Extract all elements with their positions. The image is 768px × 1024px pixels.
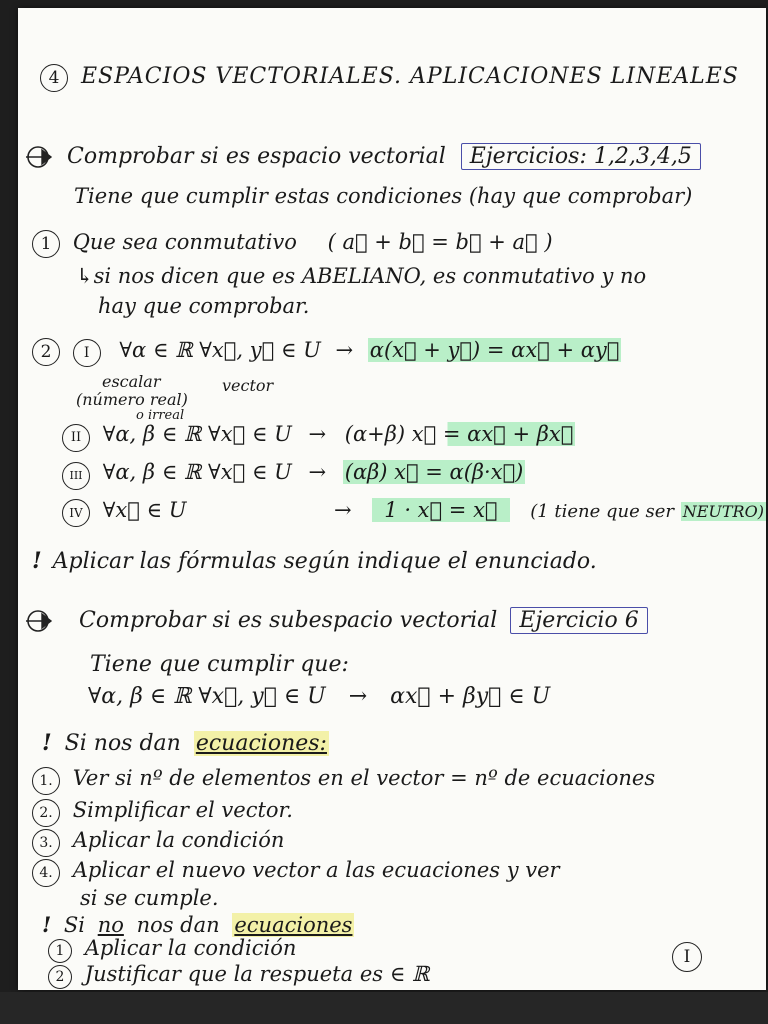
equations-note-prefix: Si nos dan bbox=[64, 731, 181, 756]
equations-note-word: ecuaciones: bbox=[195, 731, 327, 756]
arrow-icon: → bbox=[335, 338, 354, 362]
step-1 bbox=[32, 766, 655, 795]
step-2-text: Simplificar el vector. bbox=[72, 798, 293, 822]
no-eq-step-1 bbox=[48, 936, 296, 963]
roman-3-formula: (αβ) x⃗ = α(β·x⃗) bbox=[344, 460, 524, 484]
condition-2-line bbox=[32, 338, 621, 367]
page-marker bbox=[672, 942, 708, 972]
arrow-icon: → bbox=[334, 498, 352, 522]
roman-2-marker: II bbox=[62, 424, 90, 452]
page-title-line bbox=[40, 64, 739, 92]
numero-real-label: (número real) bbox=[76, 390, 188, 409]
condition-1-number: 1 bbox=[32, 230, 60, 258]
roman-1-formula: α(x⃗ + y⃗) = αx⃗ + αy⃗ bbox=[369, 338, 620, 362]
roman-4-formula: 1 · x⃗ = x⃗ bbox=[372, 498, 509, 522]
no-equations-no: no bbox=[97, 913, 124, 937]
step-1-number: 1. bbox=[32, 767, 60, 795]
no-equations-mid: nos dan bbox=[136, 913, 220, 937]
page-marker-number: I bbox=[672, 942, 702, 972]
step-4-continued: si se cumple. bbox=[80, 886, 219, 910]
escalar-label: escalar bbox=[102, 372, 161, 391]
arrow-bullet-icon bbox=[24, 146, 54, 168]
apply-note-line bbox=[32, 548, 597, 574]
notes-page bbox=[18, 8, 766, 990]
roman-4-marker: IV bbox=[62, 499, 90, 527]
roman-2-line bbox=[62, 422, 575, 452]
no-eq-step-1-text: Aplicar la condición bbox=[84, 936, 297, 960]
condition-1-note-b: hay que comprobar. bbox=[98, 294, 310, 318]
o-irreal-label: o irreal bbox=[136, 408, 185, 423]
condition-1-formula: ( a⃗ + b⃗ = b⃗ + a⃗ ) bbox=[327, 230, 553, 254]
roman-4-quantifier: ∀x⃗ ∈ U bbox=[102, 498, 187, 522]
roman-3-marker: III bbox=[62, 462, 90, 490]
no-eq-step-1-number: 1 bbox=[48, 939, 72, 963]
step-4-text: Aplicar el nuevo vector a las ecuaciones y ver bbox=[72, 858, 560, 882]
step-4-number: 4. bbox=[32, 859, 60, 887]
title-number: 4 bbox=[40, 64, 68, 92]
section2-heading-line bbox=[24, 608, 648, 633]
no-eq-step-2 bbox=[48, 962, 429, 989]
vector-label: vector bbox=[222, 376, 274, 395]
section1-heading-line bbox=[24, 144, 701, 169]
condition-2-number: 2 bbox=[32, 338, 60, 366]
roman-1-quantifier: ∀α ∈ ℝ ∀x⃗, y⃗ ∈ U bbox=[119, 338, 321, 362]
step-2 bbox=[32, 798, 293, 827]
step-4 bbox=[32, 858, 560, 887]
step-3 bbox=[32, 828, 284, 857]
section1-heading: Comprobar si es espacio vectorial bbox=[67, 144, 446, 169]
section2-quantifier: ∀α, β ∈ ℝ ∀x⃗, y⃗ ∈ U bbox=[88, 684, 326, 709]
roman-4-note-b: NEUTRO) bbox=[682, 502, 764, 521]
section2-condition-line bbox=[88, 684, 550, 709]
step-2-number: 2. bbox=[32, 799, 60, 827]
page-title: ESPACIOS VECTORIALES. APLICACIONES LINEALES bbox=[81, 64, 739, 89]
section2-heading: Comprobar si es subespacio vectorial bbox=[79, 608, 498, 633]
roman-4-line bbox=[62, 498, 186, 527]
no-eq-step-2-text: Justificar que la respueta es ∈ ℝ bbox=[84, 962, 430, 986]
no-equations-prefix: Si bbox=[63, 913, 86, 937]
step-3-text: Aplicar la condición bbox=[72, 828, 285, 852]
roman-2-formula-text: (α+β) x⃗ = αx⃗ + βx⃗ bbox=[344, 422, 574, 446]
section1-exercises-box: Ejercicios: 1,2,3,4,5 bbox=[461, 143, 701, 170]
section2-intro: Tiene que cumplir que: bbox=[90, 652, 349, 677]
no-eq-step-2-number: 2 bbox=[48, 965, 72, 989]
scan-background-strip bbox=[0, 992, 768, 1024]
section2-exercise-box: Ejercicio 6 bbox=[510, 607, 647, 634]
section2-formula: αx⃗ + βy⃗ ∈ U bbox=[390, 684, 551, 709]
arrow-bullet-icon bbox=[24, 610, 54, 632]
warning-icon: ! bbox=[42, 730, 52, 756]
roman-2-formula bbox=[343, 422, 576, 446]
equations-note-line bbox=[42, 730, 329, 756]
condition-1-note-a: ↳si nos dicen que es ABELIANO, es conmutativo y no bbox=[76, 264, 647, 288]
warning-icon: ! bbox=[42, 912, 52, 937]
condition-1-text: Que sea conmutativo bbox=[72, 230, 297, 254]
section1-intro: Tiene que cumplir estas condiciones (hay que comprobar) bbox=[74, 184, 693, 208]
no-equations-word: ecuaciones bbox=[234, 913, 353, 937]
condition-1-line bbox=[32, 230, 553, 258]
apply-note: Aplicar las fórmulas según indique el enunciado. bbox=[52, 549, 597, 574]
no-equations-note-line bbox=[42, 912, 354, 937]
arrow-icon: → bbox=[308, 422, 327, 446]
roman-2-quantifier: ∀α, β ∈ ℝ ∀x⃗ ∈ U bbox=[102, 422, 292, 446]
warning-icon: ! bbox=[32, 548, 42, 574]
step-1-text: Ver si nº de elementos en el vector = nº de ecuaciones bbox=[72, 766, 656, 790]
step-3-number: 3. bbox=[32, 829, 60, 857]
arrow-icon: → bbox=[308, 460, 327, 484]
roman-1-marker: I bbox=[73, 339, 101, 367]
roman-3-quantifier: ∀α, β ∈ ℝ ∀x⃗ ∈ U bbox=[102, 460, 292, 484]
roman-4-rhs bbox=[334, 498, 766, 522]
roman-3-line bbox=[62, 460, 525, 490]
roman-4-note-a: (1 tiene que ser bbox=[530, 501, 675, 522]
arrow-icon: → bbox=[348, 684, 368, 709]
